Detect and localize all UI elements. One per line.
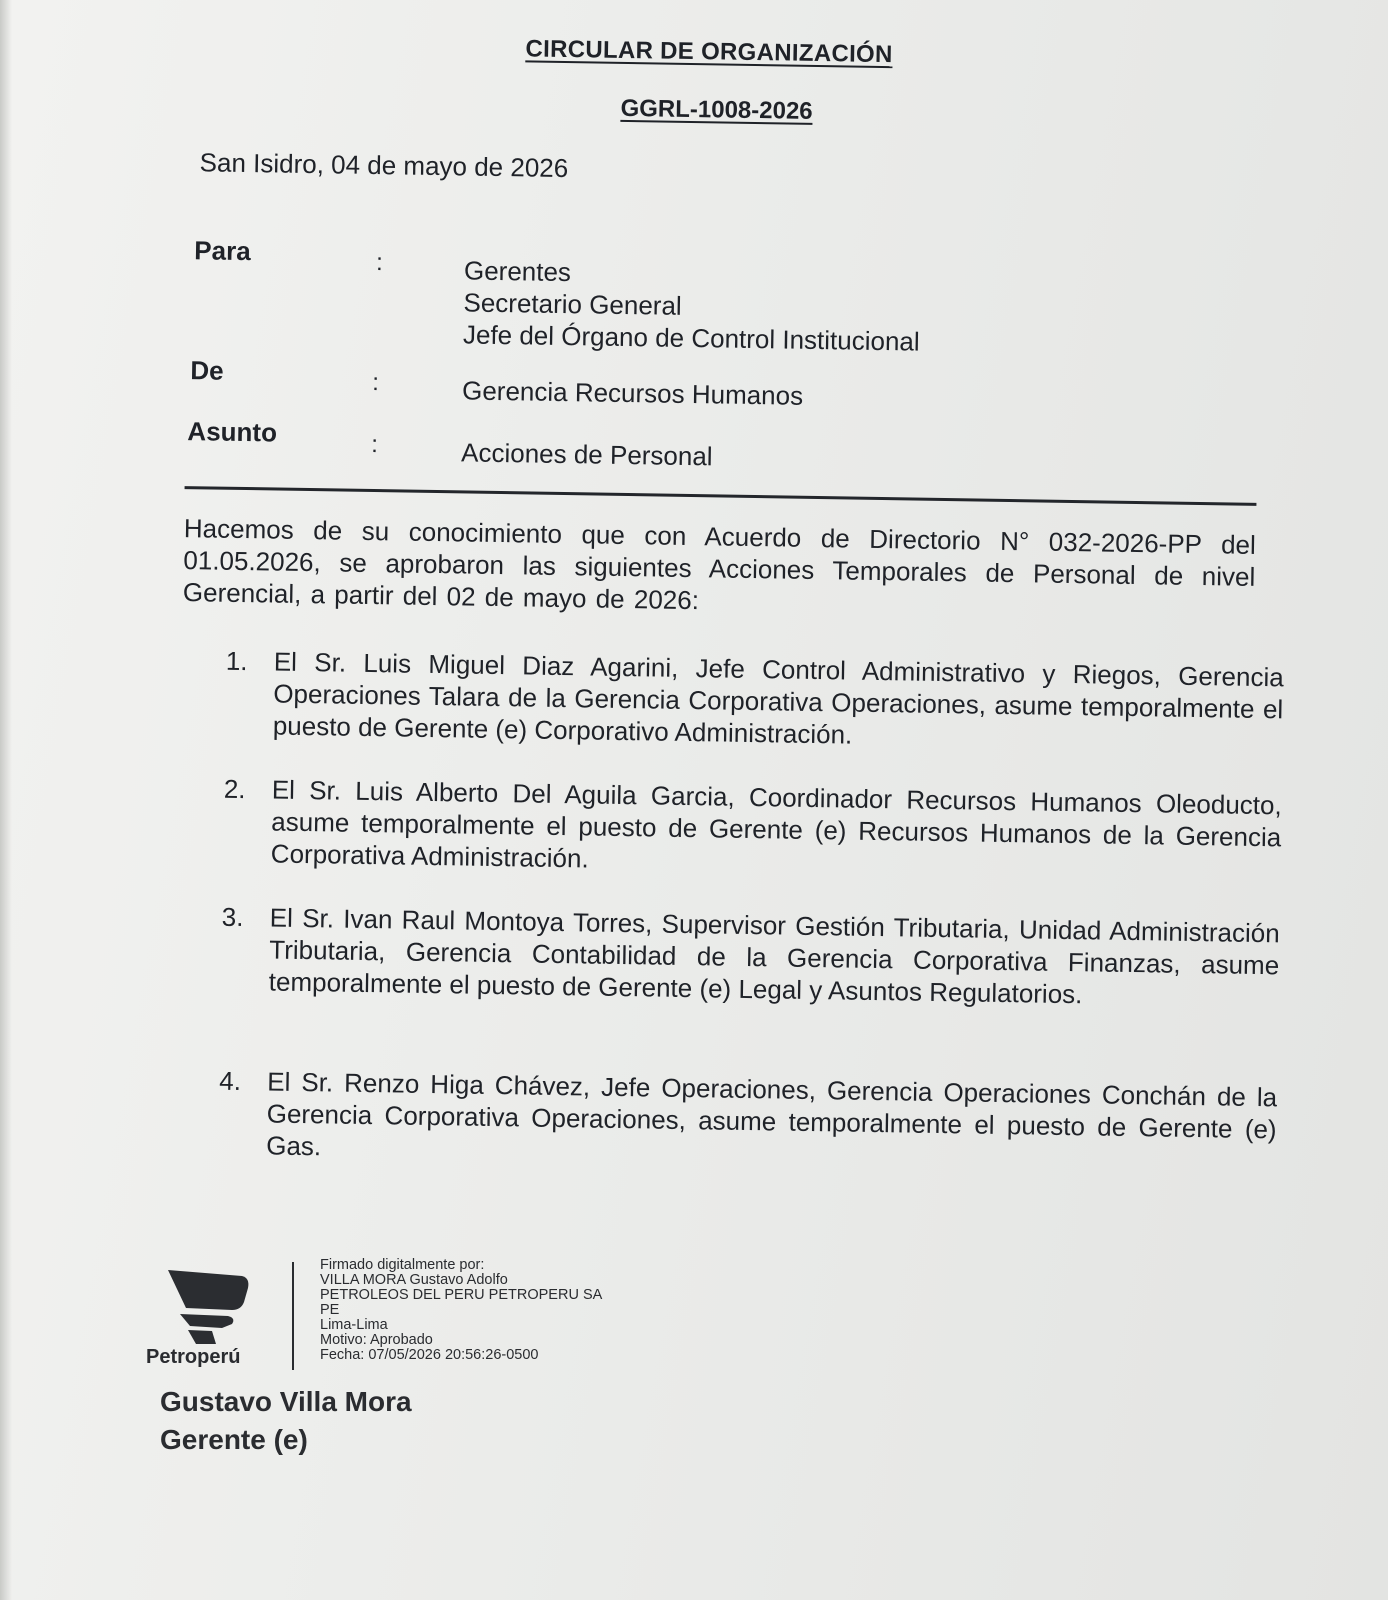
de-value: Gerencia Recursos Humanos — [461, 375, 804, 411]
de-label: De — [190, 355, 224, 386]
signer-role: Gerente (e) — [160, 1424, 308, 1455]
list-item-number: 1. — [225, 645, 248, 677]
para-value-2: Secretario General — [463, 287, 682, 321]
para-label: Para — [194, 235, 251, 267]
para-value-3: Jefe del Órgano de Control Institucional — [462, 319, 920, 357]
intro-paragraph: Hacemos de su conocimiento que con Acuerdo de Directorio N° 032-2026-PP del 01.05.2026, se aprobaron las siguientes Acciones Temporales de Personal de nivel Gerencial, a partir del 02 de mayo de 2026: — [182, 513, 1257, 616]
signature-line: Lima-Lima — [320, 1317, 388, 1333]
asunto-label: Asunto — [187, 416, 278, 448]
list-item — [225, 645, 1284, 757]
date-line: San Isidro, 04 de mayo de 2026 — [199, 147, 569, 184]
list-item — [223, 773, 1282, 885]
de-colon: : — [372, 369, 380, 397]
document-title: CIRCULAR DE ORGANIZACIÓN — [525, 35, 893, 69]
list-item — [221, 901, 1280, 1013]
asunto-colon: : — [371, 431, 379, 459]
para-colon: : — [375, 249, 384, 277]
signature-line: PETROLEOS DEL PERU PETROPERU SA — [320, 1287, 603, 1303]
header-divider — [185, 486, 1257, 506]
signature-line: Motivo: Aprobado — [320, 1332, 433, 1348]
signature-line: PE — [320, 1302, 340, 1318]
signer-name: Gustavo Villa Mora — [160, 1386, 412, 1417]
asunto-value: Acciones de Personal — [460, 437, 713, 472]
list-item-number: 3. — [221, 901, 244, 933]
signature-line: Firmado digitalmente por: — [320, 1257, 485, 1273]
logo-wordmark: Petroperú — [146, 1346, 241, 1368]
list-item-number: 4. — [219, 1065, 242, 1097]
list-item-text: El Sr. Luis Alberto Del Aguila Garcia, Coordinador Recursos Humanos Oleoducto, asume temporalmente el puesto de Gerente (e) Recursos Humanos de la Gerencia Corporativa Administración. — [270, 774, 1282, 874]
list-item — [219, 1065, 1278, 1177]
list-item-text: El Sr. Ivan Raul Montoya Torres, Supervisor Gestión Tributaria, Unidad Administración Tributaria, Gerencia Contabilidad de la Gerencia Corporativa Finanzas, asume temporalmente el puesto de Gerente (e) Legal y Asuntos Regulatorios. — [268, 902, 1280, 1010]
signature-line: Fecha: 07/05/2026 20:56:26-0500 — [320, 1347, 539, 1363]
digital-signature-text — [320, 1258, 602, 1363]
para-value-1: Gerentes — [463, 255, 572, 288]
signature-divider — [292, 1262, 294, 1370]
list-item-number: 2. — [223, 773, 246, 805]
list-item-text: El Sr. Renzo Higa Chávez, Jefe Operaciones, Gerencia Operaciones Conchán de la Gerencia Corporativa Operaciones, asume temporalmente el puesto de Gerente (e) Gas. — [266, 1066, 1278, 1162]
list-item-text: El Sr. Luis Miguel Diaz Agarini, Jefe Control Administrativo y Riegos, Gerencia Operaciones Talara de la Gerencia Corporativa Operaciones, asume temporalmente el puesto de Gerente (e) Corporativo Administración. — [272, 646, 1284, 750]
para-values — [463, 254, 921, 357]
document-code: GGRL-1008-2026 — [620, 94, 813, 125]
digital-signature-block — [146, 1258, 666, 1388]
signature-line: VILLA MORA Gustavo Adolfo — [320, 1272, 508, 1288]
